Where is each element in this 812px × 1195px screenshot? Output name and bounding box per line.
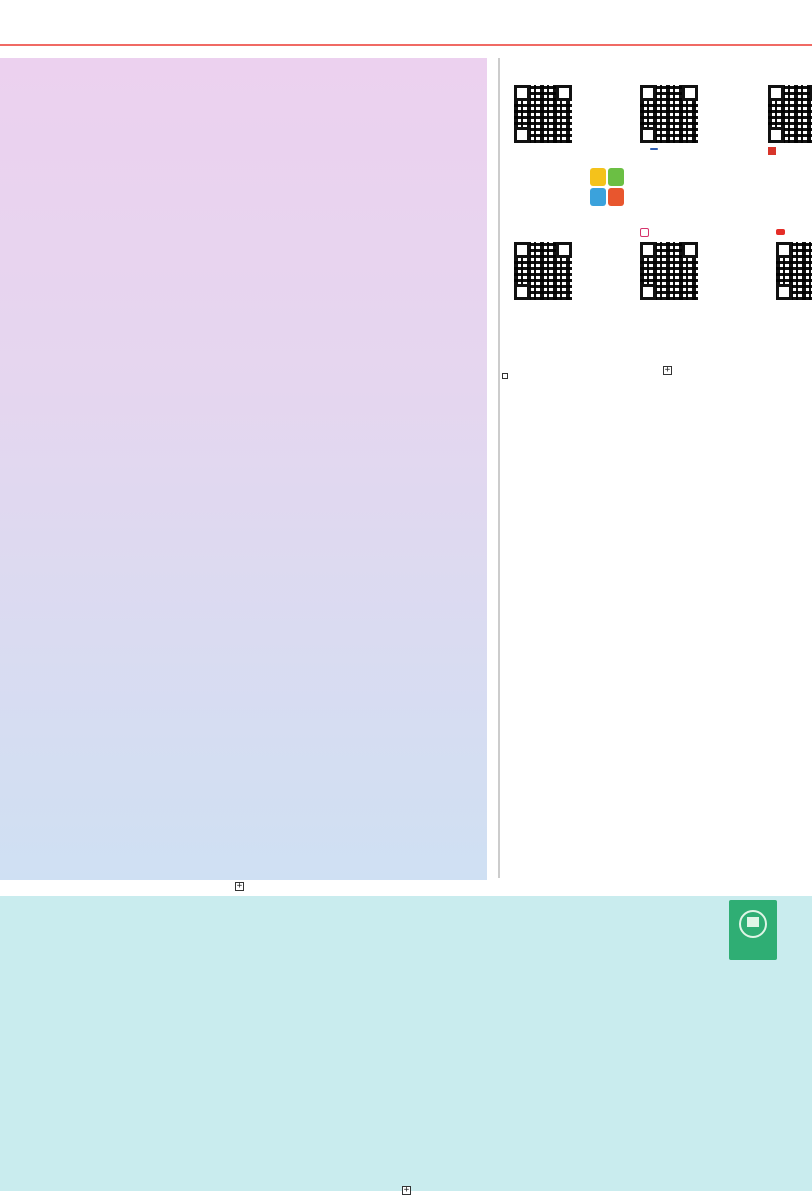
- article-panel: [0, 58, 487, 880]
- qr-label-facebook: [650, 148, 658, 150]
- page-banner: [0, 0, 812, 46]
- harcelometre-table: [507, 379, 812, 879]
- meeting-section: [0, 896, 812, 1191]
- mvac-logo: [729, 900, 777, 960]
- qr-code-linkedin[interactable]: [514, 242, 572, 300]
- qr-label-flipbook: [768, 146, 778, 155]
- qr-code-instagram[interactable]: [640, 242, 698, 300]
- qr-code-youtube[interactable]: [776, 242, 812, 300]
- qr-label-youtube: [776, 228, 787, 237]
- instagram-icon: [640, 228, 649, 237]
- house-icon: [747, 917, 759, 927]
- resize-handle[interactable]: +: [236, 881, 243, 891]
- flipbook-icon: [768, 147, 776, 155]
- resize-handle-top[interactable]: +: [664, 365, 671, 375]
- qr-panel: [500, 58, 812, 344]
- qr-code-facebook[interactable]: [640, 85, 698, 143]
- youtube-icon: [776, 229, 785, 235]
- qr-code-flipbook[interactable]: [768, 85, 812, 143]
- qr-code-helpen[interactable]: [514, 85, 572, 143]
- puzzle-icon: [590, 168, 626, 208]
- helpen-logo: [590, 164, 750, 214]
- qr-label-instagram: [640, 228, 652, 239]
- resize-handle-bottom[interactable]: +: [403, 1185, 410, 1195]
